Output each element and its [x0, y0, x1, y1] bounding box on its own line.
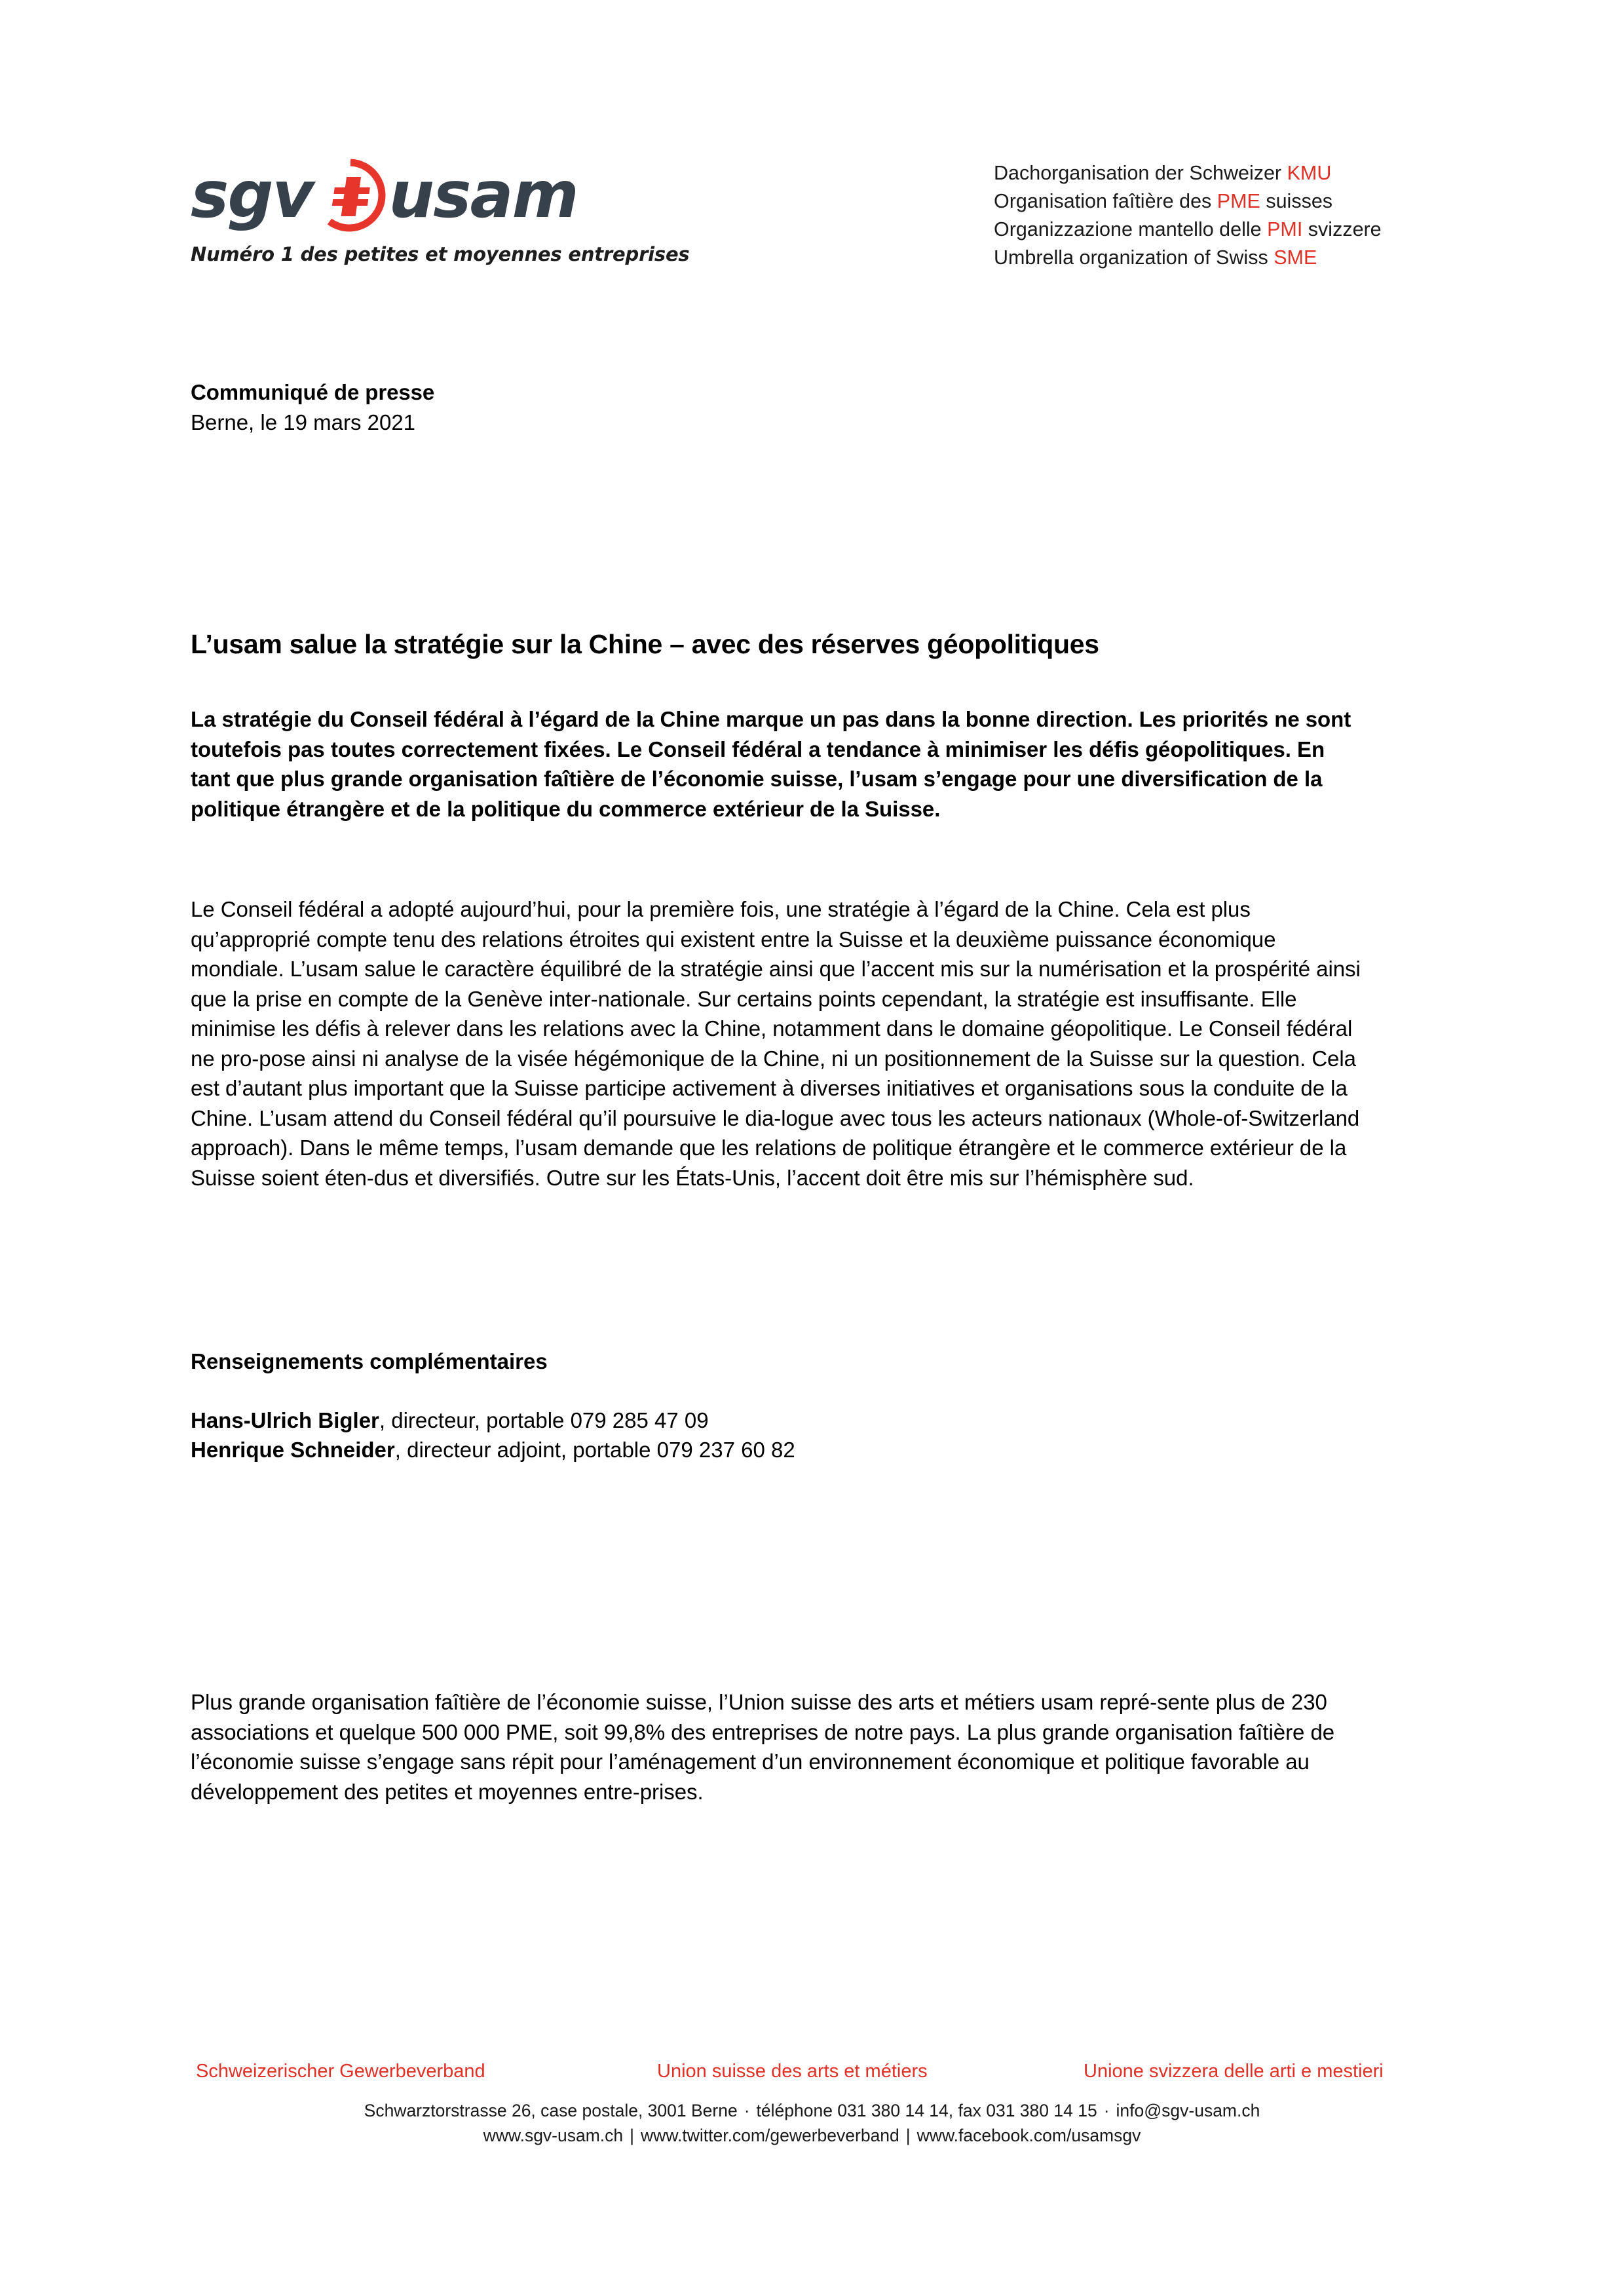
footer-street-address: Schwarztorstrasse 26, case postale, 3001 Berne — [364, 2101, 738, 2120]
contacts-heading: Renseignements complémentaires — [191, 1349, 548, 1373]
footer-link-divider-2: | — [905, 2126, 911, 2145]
org-line-de-before: Dachorganisation der Schweizer — [994, 162, 1287, 184]
document-header — [0, 0, 1624, 308]
footer-links-line — [0, 2123, 1624, 2148]
org-line-fr-after: suisses — [1260, 190, 1333, 212]
lead-paragraph: La stratégie du Conseil fédéral à l’égard de la Chine marque un pas dans la bonne direction. Les priorités ne sont toutefois pas toutes correctement fixées. Le Conseil fédéral a tendance à minimiser les défis géopolitiques. En tant que plus grande organisation faîtière de l’économie suisse, l’usam s’engage pour une diversification de la politique étrangère et de la politique du commerce extérieur de la Suisse. — [191, 707, 1351, 821]
org-line-it-accent: PMI — [1267, 218, 1303, 240]
contact-name-bigler: Hans-Ulrich Bigler — [191, 1408, 379, 1432]
contact-detail-schneider: , directeur adjoint, portable 079 237 60 82 — [394, 1438, 795, 1462]
footer-org-it: Unione svizzera delle arti e mestieri — [1084, 2061, 1384, 2082]
footer-link-website[interactable]: www.sgv-usam.ch — [483, 2126, 624, 2145]
logo-word-sgv: sgv — [191, 158, 313, 233]
footer-email[interactable]: info@sgv-usam.ch — [1116, 2101, 1260, 2120]
footer-org-fr: Union suisse des arts et métiers — [657, 2061, 928, 2082]
org-line-it — [994, 216, 1382, 244]
footer-separator-2: · — [1103, 2101, 1110, 2120]
footer-link-divider-1: | — [630, 2126, 635, 2145]
org-line-en — [994, 244, 1382, 272]
logo-wordmark-row — [191, 159, 649, 231]
org-line-fr — [994, 187, 1382, 216]
body-paragraph: Le Conseil fédéral a adopté aujourd’hui, pour la première fois, une stratégie à l’égard de la Chine. Cela est plus qu’approprié compte tenu des relations étroites qui existent entre la Suisse et la deuxième puissance économique mondiale. L’usam salue le caractère équilibré de la stratégie ainsi que l’accent mis sur la numérisation et la prospérité ainsi que la prise en compte de la Genève inter-nationale. Sur certains points cependant, la stratégie est insuffisante. Elle minimise les défis à relever dans les relations avec la Chine, notamment dans le domaine géopolitique. Le Conseil fédéral ne pro-pose ainsi ni analyse de la visée hégémonique de la Chine, ni un positionnement de la Suisse sur la question. Cela est d’autant plus important que la Suisse participe activement à diverses initiatives et organisations sous la conduite de la Chine. L’usam attend du Conseil fédéral qu’il poursuive le dia-logue avec tous les acteurs nationaux (Whole-of-Switzerland approach). Dans le même temps, l’usam demande que les relations de politique étrangère et le commerce extérieur de la Suisse soient éten-dus et diversifiés. Outre sur les États-Unis, l’accent doit être mis sur l’hémisphère sud. — [191, 897, 1361, 1190]
org-line-fr-before: Organisation faîtière des — [994, 190, 1217, 212]
footer-link-facebook[interactable]: www.facebook.com/usamsgv — [916, 2126, 1141, 2145]
org-line-it-before: Organizzazione mantello delle — [994, 218, 1268, 240]
release-dateline: Berne, le 19 mars 2021 — [191, 410, 416, 434]
org-line-de-accent: KMU — [1287, 162, 1332, 184]
footer-address-line — [0, 2098, 1624, 2123]
swiss-cross-emblem-icon — [314, 159, 387, 232]
release-type-label: Communiqué de presse — [191, 380, 435, 404]
boilerplate-paragraph: Plus grande organisation faîtière de l’économie suisse, l’Union suisse des arts et métiers usam repré-sente plus de 230 associations et quelque 500 000 PME, soit 99,8% des entreprises de notre pays. La plus grande organisation faîtière de l’économie suisse s’engage sans répit pour l’aménagement d’un environnement économique et politique favorable au développement des petites et moyennes entre-prises. — [191, 1690, 1335, 1804]
page-title: L’usam salue la stratégie sur la Chine – avec des réserves géopolitiques — [191, 629, 1099, 660]
org-line-fr-accent: PME — [1217, 190, 1260, 212]
contact-item-bigler — [191, 1406, 709, 1435]
org-line-en-accent: SME — [1274, 246, 1317, 269]
org-line-de — [994, 159, 1382, 187]
footer-organization-names — [0, 2057, 1624, 2085]
org-line-it-after: svizzere — [1302, 218, 1382, 240]
org-line-en-before: Umbrella organization of Swiss — [994, 246, 1274, 269]
logo-tagline: Numéro 1 des petites et moyennes entreprises — [191, 243, 690, 265]
document-footer — [0, 2057, 1624, 2148]
usam-logo — [191, 158, 690, 265]
contact-detail-bigler: , directeur, portable 079 285 47 09 — [379, 1408, 709, 1432]
contact-item-schneider — [191, 1435, 795, 1464]
footer-link-twitter[interactable]: www.twitter.com/gewerbeverband — [641, 2126, 899, 2145]
contact-name-schneider: Henrique Schneider — [191, 1438, 395, 1462]
organization-languages-block — [994, 159, 1382, 272]
logo-word-usam: usam — [388, 158, 578, 233]
footer-org-de: Schweizerischer Gewerbeverband — [196, 2061, 485, 2082]
footer-phone: téléphone 031 380 14 14, fax 031 380 14 15 — [756, 2101, 1097, 2120]
footer-separator-1: · — [744, 2101, 750, 2120]
